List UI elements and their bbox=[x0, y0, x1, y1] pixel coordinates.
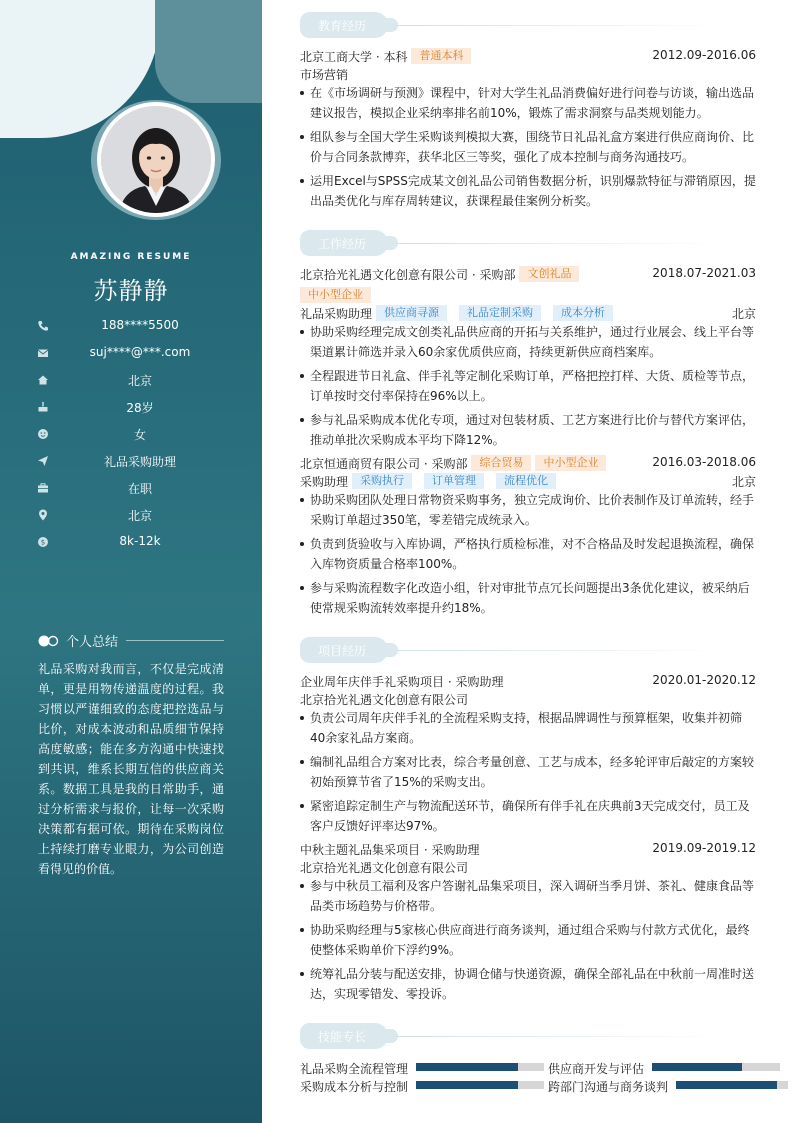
list-item: 参与中秋员工福利及客户答谢礼品集采项目，深入调研当季月饼、茶礼、健康食品等品类市场趋势与价格带。 bbox=[300, 876, 756, 916]
work-2-header-row bbox=[300, 455, 756, 473]
skill-name: 礼品采购全流程管理 bbox=[300, 1062, 409, 1076]
info-age bbox=[36, 398, 236, 416]
list-item: 编制礼品组合方案对比表，综合考量创意、工艺与成本，经多轮评审后敲定的方案较初始预算节省了15%的采购支出。 bbox=[300, 752, 756, 792]
summary-heading bbox=[38, 631, 224, 651]
project-1-bullets bbox=[300, 708, 756, 840]
work-2-position-row bbox=[300, 473, 756, 491]
list-item: 协助采购经理与5家核心供应商进行商务谈判，通过组合采购与付款方式优化，最终使整体采购单价下浮约9%。 bbox=[300, 920, 756, 960]
skill-bar bbox=[676, 1081, 788, 1089]
work-skill-tag: 采购执行 bbox=[352, 473, 412, 489]
education-date: 2012.09-2016.06 bbox=[652, 48, 756, 62]
skill-bar bbox=[652, 1063, 780, 1071]
project-title: 中秋主题礼品集采项目 · 采购助理 bbox=[300, 843, 480, 857]
summary-text: 礼品采购对我而言，不仅是完成清单，更是用物传递温度的过程。我习惯以严谨细致的态度把控选品与比价，对成本波动和品质细节保持高度敏感；能在多方沟通中快速找到共识，维系长期互信的供应商关系。数据工具是我的日常助手，通过分析需求与报价，让每一次采购决策都有据可依。期待在采购岗位上持续打磨专业眼力，为公司创造看得见的价值。 bbox=[38, 662, 224, 876]
cake-icon bbox=[36, 400, 50, 414]
project-2-company-row bbox=[300, 859, 756, 877]
phone-icon bbox=[36, 319, 50, 333]
work-skill-tag: 订单管理 bbox=[424, 473, 484, 489]
work-2-bullets bbox=[300, 490, 756, 622]
education-school: 北京工商大学 · 本科 bbox=[300, 50, 408, 64]
residence-text: 北京 bbox=[127, 374, 152, 388]
decorative-shape bbox=[155, 0, 262, 103]
avatar bbox=[97, 102, 215, 217]
job-intention-text: 礼品采购助理 bbox=[103, 455, 176, 469]
work-date: 2018.07-2021.03 bbox=[652, 266, 756, 280]
info-email bbox=[36, 344, 236, 362]
section-work-header bbox=[300, 230, 756, 258]
education-header-row bbox=[300, 48, 756, 66]
education-major-row bbox=[300, 66, 756, 84]
skill-bar-fill bbox=[416, 1081, 518, 1089]
candidate-name: 苏静静 bbox=[93, 277, 169, 305]
list-item: 协助采购团队处理日常物资采购事务，独立完成询价、比价表制作及订单流转，经手采购订单超过350笔，零差错完成统录入。 bbox=[300, 490, 756, 530]
section-title: 技能专长 bbox=[318, 1030, 367, 1044]
work-1-position-row bbox=[300, 305, 756, 323]
list-item: 协助采购经理完成文创类礼品供应商的开拓与关系维护，通过行业展会、线上平台等渠道累计筛选并录入60余家优质供应商，持续更新供应商档案库。 bbox=[300, 322, 756, 362]
skill-item bbox=[548, 1078, 788, 1092]
work-1-header-row bbox=[300, 266, 756, 284]
work-skill-tag: 成本分析 bbox=[553, 305, 613, 321]
section-title: 项目经历 bbox=[318, 644, 367, 658]
project-title: 企业周年庆伴手礼采购项目 · 采购助理 bbox=[300, 675, 504, 689]
work-tag: 综合贸易 bbox=[471, 455, 531, 471]
home-icon bbox=[36, 373, 50, 387]
location-text: 北京 bbox=[127, 509, 152, 523]
work-tag: 中小型企业 bbox=[535, 455, 606, 471]
list-item: 在《市场调研与预测》课程中，针对大学生礼品消费偏好进行问卷与访谈，输出选品建议报告，模拟企业采纳率排名前10%，锻炼了需求洞察与品类规划能力。 bbox=[300, 83, 756, 123]
work-company: 北京恒通商贸有限公司 · 采购部 bbox=[300, 457, 468, 471]
list-item: 参与礼品采购成本优化专项，通过对包装材质、工艺方案进行比价与替代方案评估，推动单批次采购成本平均下降12%。 bbox=[300, 410, 756, 450]
project-company: 北京拾光礼遇文化创意有限公司 bbox=[300, 693, 469, 707]
section-education-header bbox=[300, 12, 756, 40]
phone-text: 188****5500 bbox=[101, 318, 179, 332]
skill-name: 跨部门沟通与商务谈判 bbox=[548, 1080, 669, 1094]
work-position: 采购助理 bbox=[300, 475, 349, 489]
project-1-header-row bbox=[300, 673, 756, 691]
skill-item bbox=[300, 1060, 544, 1074]
info-gender bbox=[36, 425, 236, 443]
gender-icon bbox=[36, 427, 50, 441]
project-date: 2019.09-2019.12 bbox=[652, 841, 756, 855]
work-tag: 文创礼品 bbox=[519, 266, 579, 282]
skill-name: 采购成本分析与控制 bbox=[300, 1080, 409, 1094]
info-residence bbox=[36, 371, 236, 389]
svg-text:$: $ bbox=[40, 538, 46, 547]
list-item: 统筹礼品分装与配送安排，协调仓储与快递资源，确保全部礼品在中秋前一周准时送达，实现零错发、零投诉。 bbox=[300, 964, 756, 1004]
list-item: 负责到货验收与入库协调，严格执行质检标准，对不合格品及时发起退换流程，确保入库物资质量合格率100%。 bbox=[300, 534, 756, 574]
education-tag: 普通本科 bbox=[411, 48, 471, 64]
salary-text: 8k-12k bbox=[119, 534, 161, 548]
skill-item bbox=[300, 1078, 544, 1092]
work-city: 北京 bbox=[731, 475, 756, 489]
section-title: 教育经历 bbox=[318, 19, 367, 33]
sidebar bbox=[0, 0, 262, 1123]
email-text: suj****@***.com bbox=[89, 345, 191, 359]
gender-text: 女 bbox=[133, 428, 146, 442]
salary-icon bbox=[36, 535, 50, 549]
skill-bar-fill bbox=[676, 1081, 777, 1089]
send-icon bbox=[36, 454, 50, 468]
info-location bbox=[36, 506, 236, 524]
work-skill-tag: 供应商寻源 bbox=[376, 305, 447, 321]
project-1-company-row bbox=[300, 691, 756, 709]
info-job-intention bbox=[36, 452, 236, 470]
work-position: 礼品采购助理 bbox=[300, 307, 373, 321]
skill-name: 供应商开发与评估 bbox=[548, 1062, 645, 1076]
list-item: 紧密追踪定制生产与物流配送环节，确保所有伴手礼在庆典前3天完成交付，员工及客户反馈好评率达97%。 bbox=[300, 796, 756, 836]
project-2-bullets bbox=[300, 876, 756, 1008]
project-date: 2020.01-2020.12 bbox=[652, 673, 756, 687]
skill-bar-fill bbox=[652, 1063, 742, 1071]
section-title: 工作经历 bbox=[318, 237, 367, 251]
list-item: 组队参与全国大学生采购谈判模拟大赛，围绕节日礼品礼盒方案进行供应商询价、比价与合同条款博弈，获华北区三等奖，强化了成本控制与商务沟通技巧。 bbox=[300, 127, 756, 167]
info-phone bbox=[36, 317, 236, 335]
age-text: 28岁 bbox=[126, 401, 154, 415]
list-item: 负责公司周年庆伴手礼的全流程采购支持，根据品牌调性与预算框架，收集并初筛40余家礼品方案商。 bbox=[300, 708, 756, 748]
work-1-tag-row bbox=[300, 287, 756, 305]
skill-bar bbox=[416, 1063, 544, 1071]
project-company: 北京拾光礼遇文化创意有限公司 bbox=[300, 861, 469, 875]
info-salary bbox=[36, 533, 236, 551]
info-status bbox=[36, 479, 236, 497]
project-2-header-row bbox=[300, 841, 756, 859]
location-icon bbox=[36, 508, 50, 522]
section-skills-header bbox=[300, 1023, 756, 1051]
list-item: 运用Excel与SPSS完成某文创礼品公司销售数据分析，识别爆款特征与滞销原因，提出品类优化与库存周转建议，获课程最佳案例分析奖。 bbox=[300, 171, 756, 211]
summary-title: 个人总结 bbox=[66, 635, 119, 650]
list-item: 参与采购流程数字化改造小组，针对审批节点冗长问题提出3条优化建议，被采纳后使常规采购流转效率提升约18%。 bbox=[300, 578, 756, 618]
education-major: 市场营销 bbox=[300, 68, 349, 82]
section-project-header bbox=[300, 637, 756, 665]
education-bullets bbox=[300, 83, 756, 215]
toggle-icon bbox=[38, 634, 60, 648]
skill-bar bbox=[416, 1081, 544, 1089]
work-skill-tag: 礼品定制采购 bbox=[459, 305, 541, 321]
skill-item bbox=[548, 1060, 784, 1074]
work-date: 2016.03-2018.06 bbox=[652, 455, 756, 469]
briefcase-icon bbox=[36, 481, 50, 495]
list-item: 全程跟进节日礼盒、伴手礼等定制化采购订单，严格把控打样、大货、质检等节点，订单按时交付率保持在96%以上。 bbox=[300, 366, 756, 406]
work-skill-tag: 流程优化 bbox=[496, 473, 556, 489]
status-text: 在职 bbox=[127, 482, 152, 496]
skill-bar-fill bbox=[416, 1063, 518, 1071]
work-city: 北京 bbox=[731, 307, 756, 321]
tagline: AMAZING RESUME bbox=[70, 252, 192, 262]
work-company: 北京拾光礼遇文化创意有限公司 · 采购部 bbox=[300, 268, 516, 282]
work-tag: 中小型企业 bbox=[300, 287, 371, 303]
mail-icon bbox=[36, 346, 50, 360]
work-1-bullets bbox=[300, 322, 756, 454]
